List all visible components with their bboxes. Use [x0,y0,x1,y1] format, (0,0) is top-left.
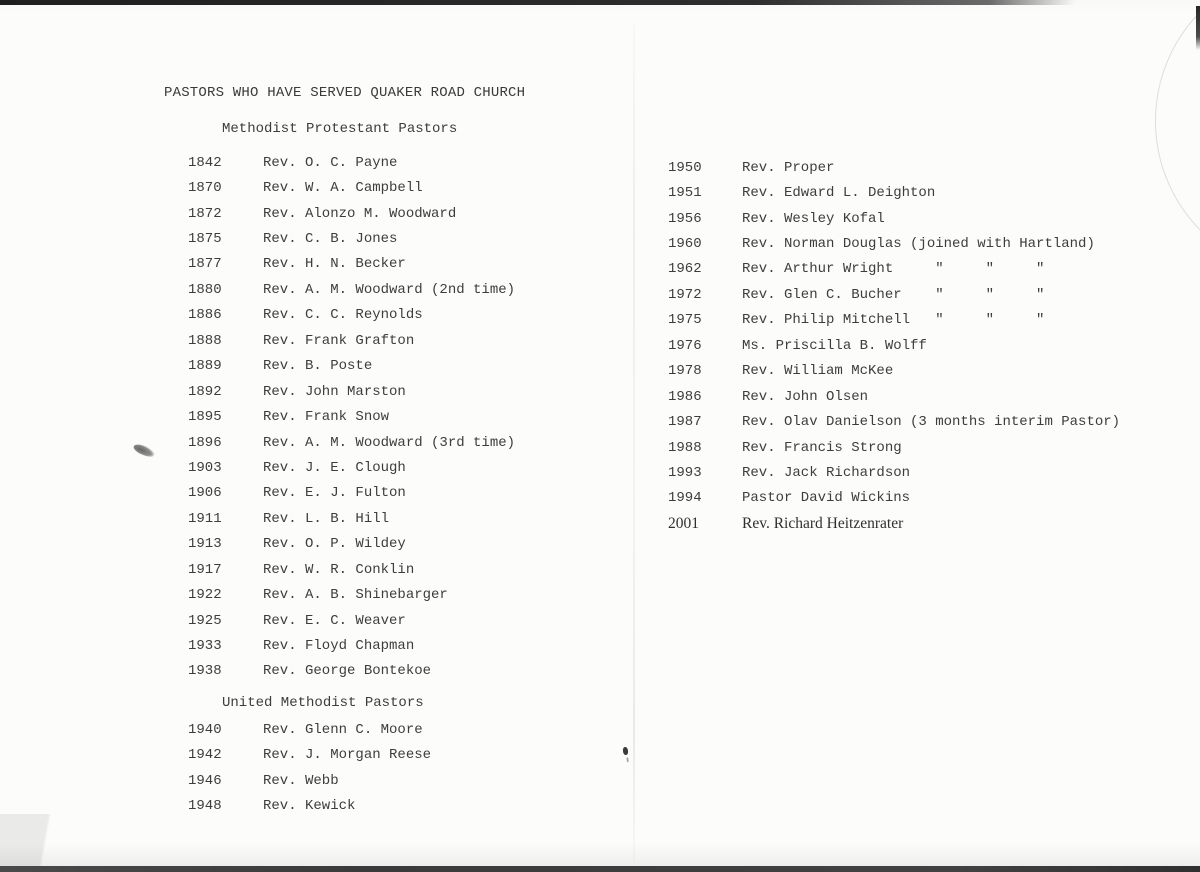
scanner-edge-top [0,0,1075,5]
pastor-year: 1978 [668,363,702,380]
pastor-entry [188,175,608,200]
pastor-name: Rev. C. B. Jones [263,231,398,248]
pastor-name: Rev. George Bontekoe [263,663,432,680]
pastor-year: 1888 [188,332,222,349]
pastor-year: 1950 [668,159,702,176]
pastor-name: Rev. W. R. Conklin [263,561,415,578]
pastor-entry [188,328,608,353]
pastor-year: 1889 [188,358,222,375]
pastor-name: Rev. E. C. Weaver [263,612,406,629]
pastor-entry [188,557,608,582]
pastor-name: Rev. B. Poste [263,358,373,375]
pastor-year: 1993 [668,464,702,481]
pastor-name: Rev. Francis Strong [742,439,902,456]
ink-mark [623,747,629,756]
pastor-year: 1886 [188,307,222,324]
pastor-name: Rev. Kewick [263,798,356,815]
pastor-name: Rev. Proper [742,159,835,176]
pastor-name: Rev. L. B. Hill [263,510,390,527]
pastor-entry [668,511,1168,536]
pastor-entry [668,409,1168,434]
pastor-name: Rev. Arthur Wright " " " [742,261,1045,278]
section-heading-methodist-protestant: Methodist Protestant Pastors [222,121,458,137]
pastor-list-united-methodist [188,717,608,819]
pastor-year: 1892 [188,383,222,400]
pastor-entry [188,252,608,277]
pastor-entry [668,333,1168,358]
pastor-entry [188,430,608,455]
pastor-entry [188,742,608,767]
pastor-entry [188,150,608,175]
pastor-year: 2001 [668,514,699,532]
pastor-entry [188,455,608,480]
pastor-name: Rev. C. C. Reynolds [263,307,423,324]
pastor-entry [188,404,608,429]
scanner-smear-bottom [0,843,1200,866]
pastor-year: 1922 [188,587,222,604]
pastor-entry [668,359,1168,384]
pastor-name: Rev. W. A. Campbell [263,180,423,197]
pastor-entry [188,506,608,531]
pastor-year: 1972 [668,286,702,303]
pastor-name: Rev. Frank Snow [263,409,390,426]
pastor-name: Rev. Edward L. Deighton [742,185,936,202]
pastor-entry [668,155,1168,180]
section-heading-united-methodist: United Methodist Pastors [222,695,424,711]
pastor-entry [188,201,608,226]
pastor-year: 1987 [668,414,702,431]
pastor-entry [188,532,608,557]
pastor-name: Rev. Norman Douglas (joined with Hartland) [742,236,1095,253]
pastor-entry [188,717,608,742]
pastor-year: 1994 [668,490,702,507]
pastor-name: Rev. Alonzo M. Woodward [263,205,457,222]
pastor-year: 1988 [668,439,702,456]
pastor-name: Rev. A. M. Woodward (3rd time) [263,434,516,451]
pastor-entry [188,582,608,607]
pastor-year: 1911 [188,510,222,527]
pastor-year: 1917 [188,561,222,578]
pastor-entry [668,231,1168,256]
pastor-year: 1951 [668,185,702,202]
pastor-year: 1872 [188,205,222,222]
pastor-name: Rev. E. J. Fulton [263,485,406,502]
pastor-name: Rev. Philip Mitchell " " " [742,312,1045,329]
pastor-year: 1962 [668,261,702,278]
pastor-year: 1956 [668,210,702,227]
pastor-name: Rev. H. N. Becker [263,256,406,273]
pastor-year: 1875 [188,231,222,248]
pastor-year: 1906 [188,485,222,502]
pastor-entry [188,277,608,302]
pastor-year: 1903 [188,459,222,476]
pastor-year: 1842 [188,154,222,171]
pastor-year: 1877 [188,256,222,273]
pastor-entry [188,793,608,818]
pastor-entry [188,354,608,379]
pastor-entry [188,768,608,793]
pastor-year: 1948 [188,798,222,815]
corner-shade-bottom-left [0,814,62,866]
pastor-year: 1925 [188,612,222,629]
pastor-entry [668,180,1168,205]
pastor-entry [188,481,608,506]
pastor-year: 1960 [668,236,702,253]
pastor-year: 1986 [668,388,702,405]
pastor-year: 1896 [188,434,222,451]
pastor-entry [668,282,1168,307]
pastor-name: Rev. A. B. Shinebarger [263,587,448,604]
pastor-entry [188,226,608,251]
pastor-entry [668,435,1168,460]
pastor-entry [668,486,1168,511]
page-fold-line [633,24,635,862]
pastor-name: Rev. William McKee [742,363,894,380]
pastor-name: Rev. Richard Heitzenrater [742,514,904,532]
pastor-name: Rev. J. E. Clough [263,459,406,476]
pastor-name: Rev. O. C. Payne [263,154,398,171]
pastor-name: Rev. Wesley Kofal [742,210,885,227]
document-title: PASTORS WHO HAVE SERVED QUAKER ROAD CHURCH [164,85,526,101]
pastor-entry [668,308,1168,333]
pastor-year: 1880 [188,281,222,298]
pastor-list-continued [668,155,1168,537]
pastor-name: Rev. A. M. Woodward (2nd time) [263,281,516,298]
pastor-name: Rev. Frank Grafton [263,332,415,349]
smudge-mark [132,442,156,459]
pastor-year: 1938 [188,663,222,680]
pastor-year: 1976 [668,337,702,354]
pastor-name: Rev. Jack Richardson [742,464,911,481]
pastor-year: 1946 [188,772,222,789]
pastor-entry [188,633,608,658]
pastor-name: Ms. Priscilla B. Wolff [742,337,927,354]
pastor-name: Rev. O. P. Wildey [263,536,406,553]
pastor-name: Rev. Webb [263,772,339,789]
pastor-entry [188,659,608,684]
pastor-year: 1870 [188,180,222,197]
pastor-entry [188,303,608,328]
pastor-year: 1913 [188,536,222,553]
pastor-year: 1975 [668,312,702,329]
pastor-entry [668,257,1168,282]
pastor-entry [188,608,608,633]
pastor-year: 1933 [188,638,222,655]
pastor-name: Rev. Glenn C. Moore [263,721,423,738]
pastor-name: Rev. Olav Danielson (3 months interim Pastor) [742,414,1121,431]
pastor-entry [668,460,1168,485]
pastor-name: Rev. J. Morgan Reese [263,747,432,764]
pastor-list-methodist-protestant [188,150,608,684]
pastor-year: 1940 [188,721,222,738]
pastor-year: 1942 [188,747,222,764]
pastor-name: Rev. Glen C. Bucher " " " [742,286,1045,303]
pastor-entry [668,206,1168,231]
pastor-entry [188,379,608,404]
pastor-name: Pastor David Wickins [742,490,911,507]
pastor-name: Rev. John Olsen [742,388,869,405]
pastor-name: Rev. Floyd Chapman [263,638,415,655]
scanner-edge-bottom [0,866,1200,872]
pastor-entry [668,384,1168,409]
pastor-name: Rev. John Marston [263,383,406,400]
pastor-year: 1895 [188,409,222,426]
